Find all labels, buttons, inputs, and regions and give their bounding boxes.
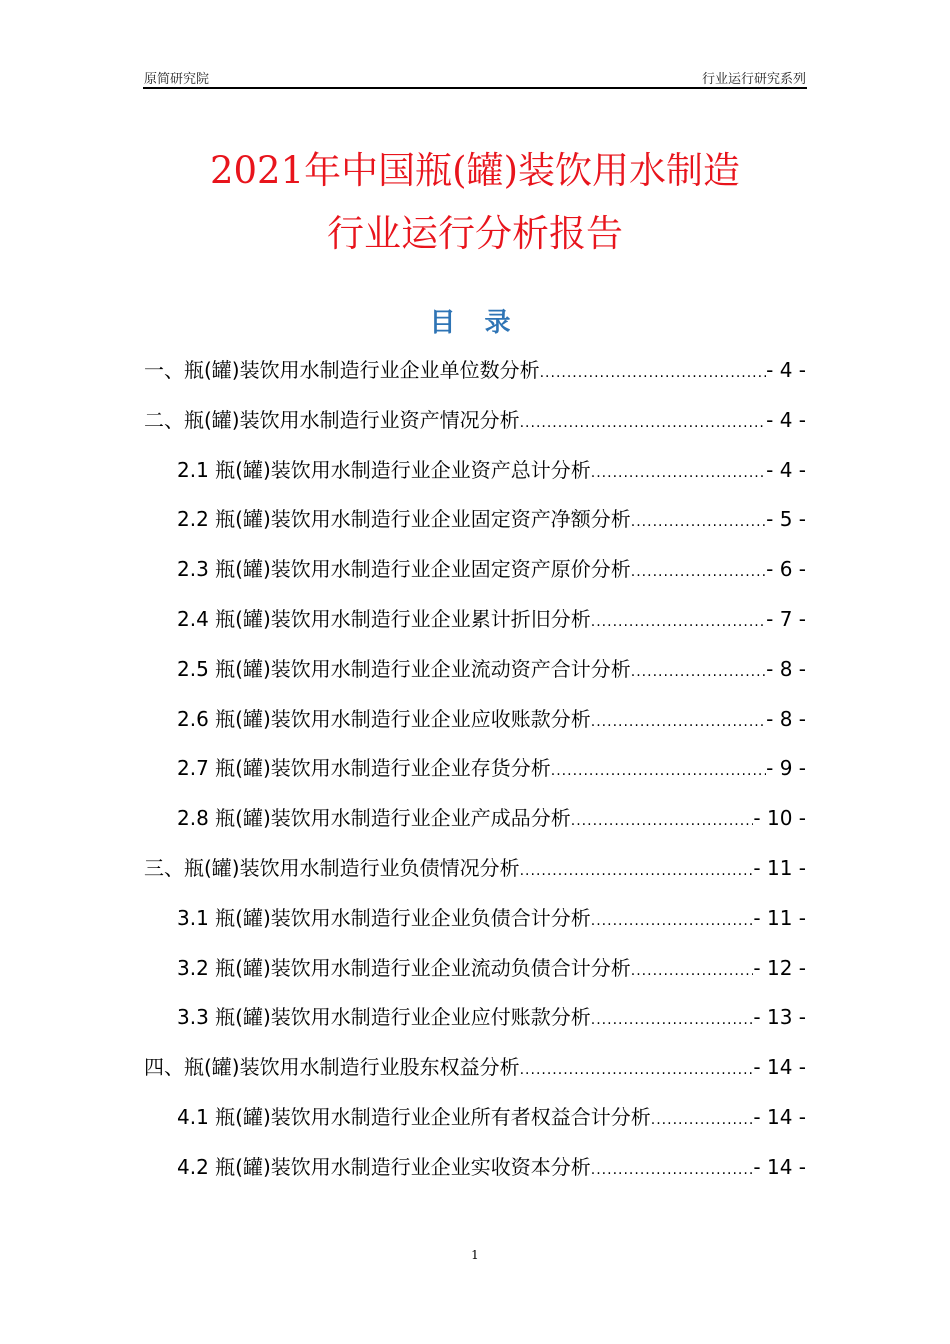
toc-entry-text: 3.1 瓶(罐)装饮用水制造行业企业负债合计分析 [177, 905, 591, 930]
toc-entry-text: 4.2 瓶(罐)装饮用水制造行业企业实收资本分析 [177, 1154, 591, 1179]
toc-entry-text: 4.1 瓶(罐)装饮用水制造行业企业所有者权益合计分析 [177, 1104, 651, 1129]
toc-entry-page: - 4 - [766, 457, 806, 482]
document-title-line1: 2021年中国瓶(罐)装饮用水制造 [209, 149, 741, 192]
toc-leader-dots [520, 399, 767, 449]
toc-entry[interactable] [144, 645, 806, 695]
toc-entry-page: - 13 - [753, 1005, 806, 1030]
toc-entry[interactable] [144, 1093, 806, 1143]
toc-leader-dots [591, 996, 754, 1046]
toc-leader-dots [591, 1146, 754, 1196]
toc-entry[interactable] [144, 1043, 806, 1093]
toc-leader-dots [591, 698, 766, 748]
toc-entry-text: 3.2 瓶(罐)装饮用水制造行业企业流动负债合计分析 [177, 955, 631, 980]
toc-entry-text: 四、瓶(罐)装饮用水制造行业股东权益分析 [144, 1055, 520, 1080]
toc-entry[interactable] [144, 1143, 806, 1193]
toc-entry-page: - 14 - [753, 1055, 806, 1080]
toc-entry-page: - 6 - [766, 557, 806, 582]
toc-entry[interactable] [144, 446, 806, 496]
toc-entry[interactable] [144, 844, 806, 894]
toc-entry-text: 2.1 瓶(罐)装饮用水制造行业企业资产总计分析 [177, 457, 591, 482]
table-of-contents [144, 346, 806, 1193]
toc-leader-dots [631, 648, 766, 698]
toc-leader-dots [520, 847, 754, 897]
header-right: 行业运行研究系列 [701, 72, 806, 87]
toc-entry-page: - 8 - [766, 656, 806, 681]
document-title-line2: 行业运行分析报告 [327, 212, 623, 255]
toc-entry[interactable] [144, 744, 806, 794]
toc-entry-text: 2.6 瓶(罐)装饮用水制造行业企业应收账款分析 [177, 706, 591, 731]
toc-entry-page: - 8 - [766, 706, 806, 731]
toc-leader-dots [631, 947, 754, 997]
toc-entry-page: - 11 - [753, 855, 806, 880]
toc-leader-dots [571, 797, 754, 847]
toc-leader-dots [540, 349, 767, 399]
toc-leader-dots [631, 498, 766, 548]
toc-leader-dots [520, 1046, 754, 1096]
toc-entry-text: 2.5 瓶(罐)装饮用水制造行业企业流动资产合计分析 [177, 656, 631, 681]
toc-leader-dots [591, 897, 754, 947]
toc-entry[interactable] [144, 695, 806, 745]
toc-entry[interactable] [144, 944, 806, 994]
toc-entry[interactable] [144, 545, 806, 595]
toc-entry-text: 一、瓶(罐)装饮用水制造行业企业单位数分析 [144, 358, 540, 382]
toc-entry-page: - 14 - [753, 1154, 806, 1179]
toc-entry-text: 2.4 瓶(罐)装饮用水制造行业企业累计折旧分析 [177, 606, 591, 631]
toc-leader-dots [651, 1096, 754, 1146]
header-left: 原简研究院 [144, 72, 210, 87]
toc-entry-text: 2.7 瓶(罐)装饮用水制造行业企业存货分析 [177, 756, 551, 781]
toc-leader-dots [551, 747, 766, 797]
toc-leader-dots [591, 598, 766, 648]
toc-leader-dots [591, 449, 766, 499]
page-number: 1 [471, 1248, 479, 1262]
toc-entry-text: 2.8 瓶(罐)装饮用水制造行业企业产成品分析 [177, 806, 571, 831]
toc-entry-page: - 14 - [753, 1104, 806, 1129]
toc-entry[interactable] [144, 396, 806, 446]
toc-entry-page: - 12 - [753, 955, 806, 980]
toc-entry-page: - 11 - [753, 905, 806, 930]
toc-heading: 目 录 [429, 308, 521, 338]
toc-entry-page: - 7 - [766, 606, 806, 631]
toc-entry-text: 三、瓶(罐)装饮用水制造行业负债情况分析 [144, 855, 520, 880]
toc-entry[interactable] [144, 346, 806, 396]
toc-entry-page: - 9 - [766, 756, 806, 781]
toc-entry-page: - 4 - [766, 358, 806, 382]
header-divider [143, 87, 807, 89]
toc-entry-page: - 4 - [766, 407, 806, 432]
toc-entry[interactable] [144, 495, 806, 545]
toc-entry-page: - 10 - [753, 806, 806, 831]
toc-entry-text: 2.3 瓶(罐)装饮用水制造行业企业固定资产原价分析 [177, 557, 631, 582]
toc-entry-text: 2.2 瓶(罐)装饮用水制造行业企业固定资产净额分析 [177, 507, 631, 532]
toc-entry[interactable] [144, 595, 806, 645]
toc-entry-text: 二、瓶(罐)装饮用水制造行业资产情况分析 [144, 407, 520, 432]
toc-entry[interactable] [144, 993, 806, 1043]
toc-entry-text: 3.3 瓶(罐)装饮用水制造行业企业应付账款分析 [177, 1005, 591, 1030]
toc-entry[interactable] [144, 794, 806, 844]
toc-entry-page: - 5 - [766, 507, 806, 532]
toc-leader-dots [631, 548, 766, 598]
toc-entry[interactable] [144, 894, 806, 944]
